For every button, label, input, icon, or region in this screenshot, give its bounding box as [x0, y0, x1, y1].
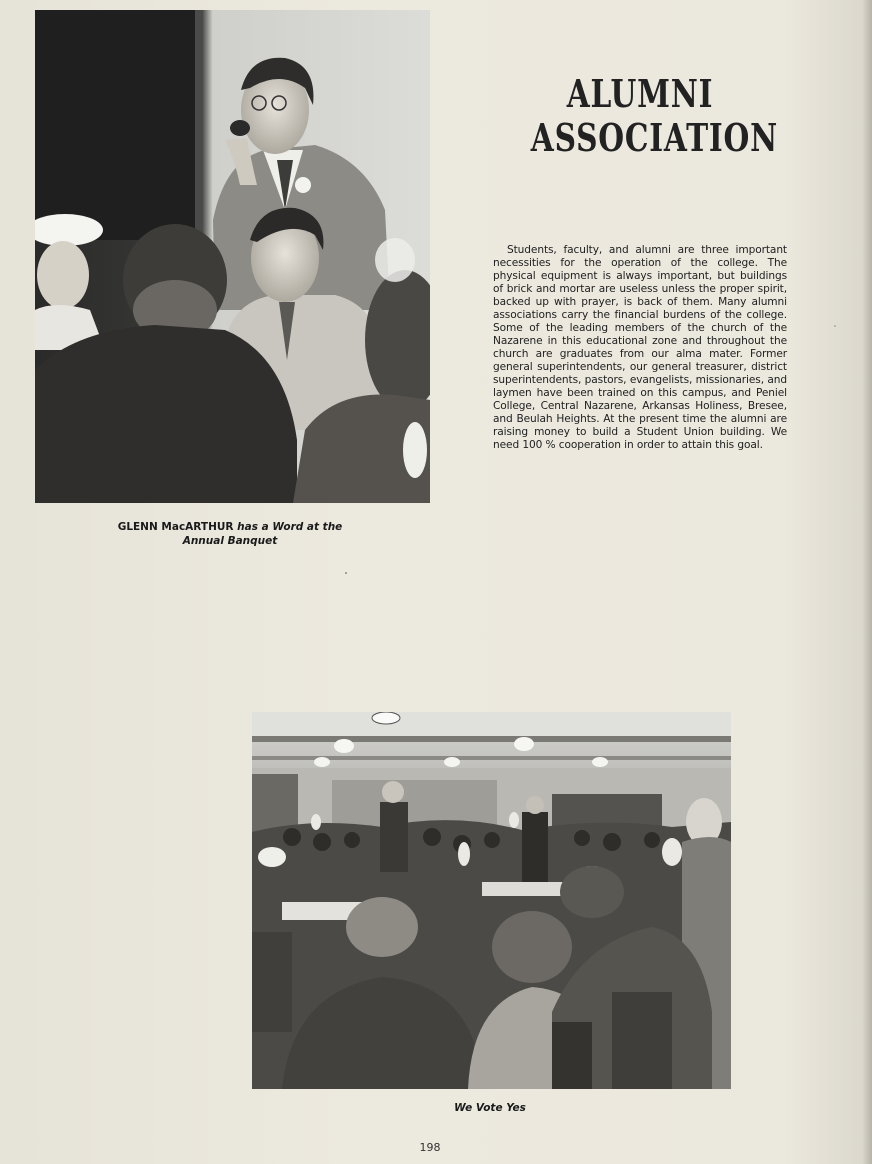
- page-number: 198: [419, 1141, 441, 1154]
- photo-vote-image: [252, 712, 731, 1089]
- paper-speck: [834, 325, 836, 327]
- photo-speaker-at-banquet: [35, 10, 430, 503]
- caption-text-line1: has a Word at the: [237, 521, 343, 533]
- caption-text-line2: Annual Banquet: [182, 535, 278, 547]
- title-line-1: ALUMNI: [566, 71, 714, 116]
- photo1-caption: [60, 520, 400, 548]
- paper-speck: [345, 572, 347, 574]
- body-paragraph: Students, faculty, and alumni are three important necessities for the operation of the college. The physical equipment is always important, but buildings of brick and mortar are useless unless the proper spirit, backed up with prayer, is back of them. Many alumni associations carry the financial burdens of the college. Some of the leading members of the church of the Nazarene in this educational zone and throughout the church are graduates from our alma mater. Former general superintendents, our general treasurer, district superintendents, pastors, evangelists, missionaries, and laymen have been trained on this campus, and Peniel College, Central Nazarene, Arkansas Holiness, Bresee, and Beulah Heights. At the present time the alumni are raising money to build a Student Union building. We need 100 % cooperation in order to attain this goal.: [493, 244, 787, 451]
- title-line-2: ASSOCIATION: [530, 115, 779, 160]
- page-edge-shadow: [862, 0, 872, 1164]
- photo-banquet-vote: [252, 712, 731, 1089]
- caption-name: GLENN MacARTHUR: [117, 521, 234, 533]
- photo2-caption: We Vote Yes: [454, 1102, 526, 1114]
- page-title: [530, 71, 779, 160]
- photo-speaker-image: [35, 10, 430, 503]
